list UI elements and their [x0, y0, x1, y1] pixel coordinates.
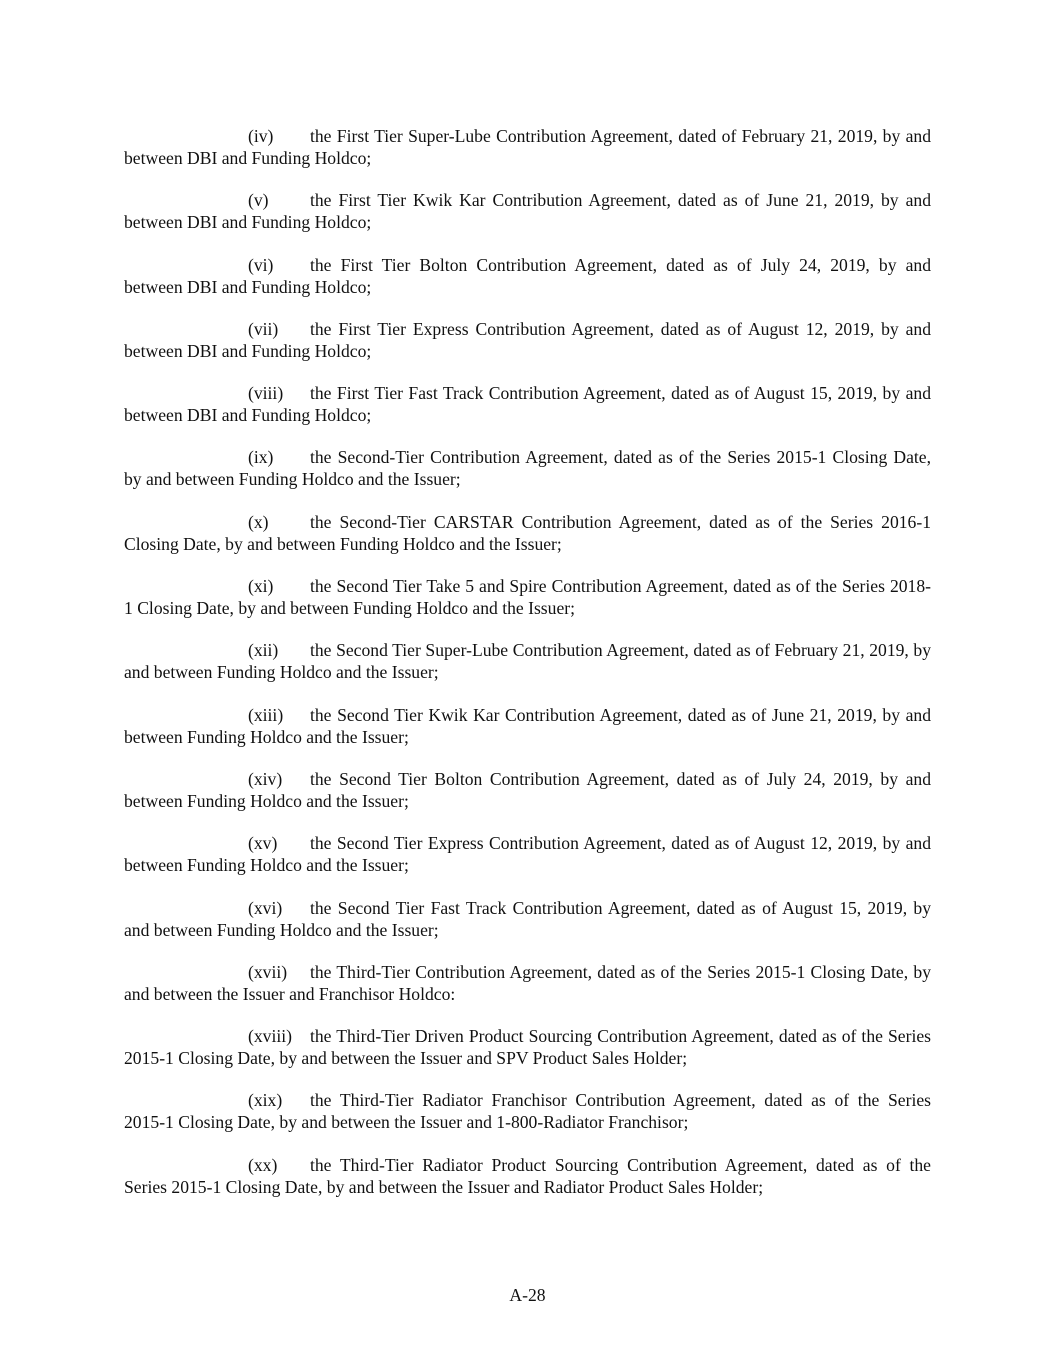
clause-xv	[124, 832, 931, 876]
clause-number: (iv)	[248, 126, 274, 146]
clause-vi	[124, 254, 931, 298]
clause-number: (viii)	[248, 383, 284, 404]
clause-text: the First Tier Fast Track Contribution Agreement, dated as of August 15, 2019, by and between DBI and Funding Holdco;	[124, 383, 931, 426]
clause-text: the Second-Tier CARSTAR Contribution Agreement, dated as of the Series 2016-1 Closing Date, by and between Funding Holdco and the Issuer;	[124, 511, 931, 554]
clause-ix	[124, 446, 931, 490]
clause-x	[124, 511, 931, 555]
clause-number: (xix)	[248, 1090, 283, 1111]
clause-text: the First Tier Express Contribution Agreement, dated as of August 12, 2019, by and between DBI and Funding Holdco;	[124, 318, 931, 361]
clause-number: (xvi)	[248, 897, 283, 918]
clause-text: the First Tier Super-Lube Contribution Agreement, dated of February 21, 2019, by and between DBI and Funding Holdco;	[124, 126, 931, 168]
clause-xvii	[124, 961, 931, 1005]
clause-text: the Third-Tier Radiator Franchisor Contribution Agreement, dated as of the Series 2015-1 Closing Date, by and between the Issuer and 1-800-Radiator Franchisor;	[124, 1090, 931, 1133]
clause-number: (xx)	[248, 1154, 278, 1175]
clause-text: the Second Tier Bolton Contribution Agreement, dated as of July 24, 2019, by and between Funding Holdco and the Issuer;	[124, 768, 931, 811]
clause-text: the Second Tier Super-Lube Contribution Agreement, dated as of February 21, 2019, by and between Funding Holdco and the Issuer;	[124, 640, 931, 683]
clause-text: the Second Tier Take 5 and Spire Contribution Agreement, dated as of the Series 2018-1 Closing Date, by and between Funding Holdco and the Issuer;	[124, 576, 931, 619]
clause-number: (vii)	[248, 318, 279, 339]
clause-number: (v)	[248, 190, 269, 211]
clause-xvi	[124, 897, 931, 941]
clause-number: (xvii)	[248, 961, 288, 982]
clause-text: the Third-Tier Radiator Product Sourcing Contribution Agreement, dated as of the Series 2015-1 Closing Date, by and between the Issuer and Radiator Product Sales Holder;	[124, 1154, 931, 1197]
document-body	[124, 125, 931, 1218]
clause-number: (xii)	[248, 640, 279, 661]
clause-number: (vi)	[248, 254, 274, 275]
clause-number: (xviii)	[248, 1026, 292, 1047]
clause-text: the Second Tier Kwik Kar Contribution Agreement, dated as of June 21, 2019, by and between Funding Holdco and the Issuer;	[124, 704, 931, 747]
clause-xi	[124, 575, 931, 619]
clause-text: the Third-Tier Contribution Agreement, dated as of the Series 2015-1 Closing Date, by and between the Issuer and Franchisor Holdco:	[124, 961, 931, 1004]
clause-number: (xiii)	[248, 704, 284, 725]
clause-xiv	[124, 768, 931, 812]
clause-number: (xi)	[248, 576, 274, 597]
page-number: A-28	[509, 1285, 546, 1305]
clause-v	[124, 189, 931, 233]
clause-vii	[124, 318, 931, 362]
clause-text: the First Tier Bolton Contribution Agreement, dated as of July 24, 2019, by and between DBI and Funding Holdco;	[124, 254, 931, 297]
clause-text: the Second-Tier Contribution Agreement, dated as of the Series 2015-1 Closing Date, by and between Funding Holdco and the Issuer;	[124, 447, 931, 490]
clause-text: the Second Tier Express Contribution Agreement, dated as of August 12, 2019, by and between Funding Holdco and the Issuer;	[124, 833, 931, 876]
clause-viii	[124, 382, 931, 426]
clause-number: (xiv)	[248, 768, 283, 789]
clause-number: (xv)	[248, 833, 278, 854]
clause-number: (x)	[248, 511, 269, 532]
clause-number: (ix)	[248, 447, 274, 468]
clause-text: the Second Tier Fast Track Contribution Agreement, dated as of August 15, 2019, by and between Funding Holdco and the Issuer;	[124, 897, 931, 940]
clause-iv	[124, 125, 931, 169]
clause-xiii	[124, 704, 931, 748]
clause-xii	[124, 639, 931, 683]
clause-xx	[124, 1154, 931, 1198]
clause-text: the First Tier Kwik Kar Contribution Agreement, dated as of June 21, 2019, by and between DBI and Funding Holdco;	[124, 190, 931, 233]
clause-text: the Third-Tier Driven Product Sourcing Contribution Agreement, dated as of the Series 2015-1 Closing Date, by and between the Issuer and SPV Product Sales Holder;	[124, 1026, 931, 1069]
clause-xviii	[124, 1025, 931, 1069]
clause-xix	[124, 1089, 931, 1133]
